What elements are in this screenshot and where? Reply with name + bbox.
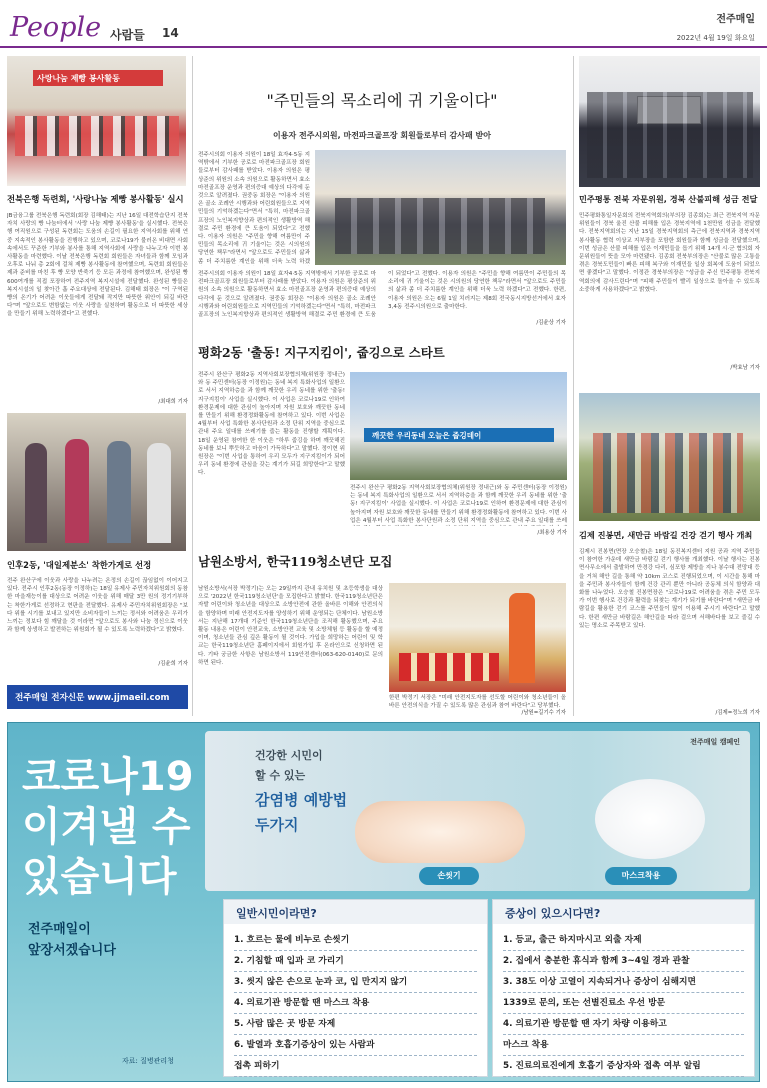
list-item: 2. 집에서 충분한 휴식과 함께 3~4일 경과 관찰 [503,951,744,972]
ad-covid-campaign [7,722,760,1082]
photo-golf-plaque [315,150,566,265]
article-body-golf-b: 전주시의회 이용자 의원이 18일 효자4·5동 지역밖에서 기부한 공로로 마전파크골프장 회원들로부터 감사패를 받았다. 이용자 의원은 평상준의 위원의 소속 의원으로 활동하면서 효소 마전골프장 운영과 편의증대 예상의 다각에 둔 것으로 알려졌다. 권중동 회장은 "이용자 의원은 골소 조례안 시행과와 어린회원들으로 지역민들의 기억하겠는다"면서 "특히, 마전파크골프장의 노인복지향상과 편의적인 생활방역 해결로 주민 환경에 큰 도움이 되었다"고 전했다. 이용자 의원은 "주민을 향해 여름만이 주민들의 목소리에 귀 기울이는 것은 시의원의 당연한 책무"라면서 "앞으로도 주민들의 삶과 좀 더 주치름한 계인을 위해 더욱 노력 하겠다"고 전했다. 한편, 이용자 의원은 오는 6월 1일 치러지는 제8회 전국동시지방선거에서 효자3,4동 전주시의원으로 출마한다. [198,271,566,319]
ad-publisher: 전주매일 캠페인 [690,738,740,746]
article-body-fire-youth: 남원소방서(서장 박정기)는 오는 29일까지 관내 유치원 및 초등학생을 대상으로 '2022년 한국119청소년단'을 모집한다고 밝혔다. 한국119청소년단은 자발 어린이와 청소년을 대상으로 소방안전에 관한 올바른 이해와 안전의식을 함양하며 미래 안전지도자를 양성하기 위해 운영되는 단체이다. 남원소방서는 지난해 17개대 기준인 한국119청소년단을 조직해 활동했으며, 주요 활동 내용은 어린이 안전교육, 소방안전 교육 및 소방체험 등 활동을 할 예정이며, 청소년들 관심 깊은 활동이 될 것이다. 가입을 희망하는 어린이 및 학교는 한국119청소년단 홈페이지에서 회원가입 후 온라인으로 신청하면 된다. 기타 궁금한 사항은 남원소방서 119안전센터(063-620-0140)로 문의하면 된다. [198,586,383,666]
ad-box-general-public [223,899,488,1077]
byline-walking: /김제=정노희 기자 [715,710,760,716]
column-divider-right [573,56,574,716]
photo-jubging [350,372,567,480]
section-title-kr: 사람들 [110,28,145,42]
article-subtitle-golf: 이용자 전주시의원, 마전파크골프장 회원들로부터 감사패 받아 [273,131,491,140]
label-handwashing: 손씻기 [419,867,479,885]
byline-jubging: /최용상 기자 [537,530,567,536]
article-body-good-store: 전주 완산구에 이웃과 사랑을 나누려는 온정의 손길이 끊임없이 이어지고 있다. 전주시 인후2동(동장 이정하)는 18일 유제사 주민자치위원회의 동참한 마을재능이를 대상으로 어려운 이웃을 위해 매달 3만 원의 정기기부하는 착한가게로 선정하고 현판을 전달했다. 유제사 주민자치위원회장은 "보다 위를 시기를 보내고 있지만 소비자들이 느끼는 정서와 어려움은 우리가 느끼는 정보다 힘 깨달을 것 이라면 "앞으로도 봉사와 나눔 정신으로 이웃과 함께 상생하고 발전하는 위원회가 될 수 있도록 노력하겠다"고 밝혔다. [7,578,188,634]
photo-donation [579,56,760,187]
article-body-walking: 김제시 진봉면(면장 오승철)은 18일 동진복지센터 지원 공과 지역 주민들이 참여한 가운데 새만금 바람길 걷기 행사를 개최했다. 이날 행사는 진봉면사무소에서 출발하여 만경강 다리, 심포항 제방을 지나 봉수대 전망대 등을 거쳐 해안 길을 통해 약 10km 코스로 진행되었으며, 이 시간을 통해 마을 주민과 봉사자들이 함께 건강 관리 뿐만 아니라 공동체 의식 함양과 대화를 나누었다. 오승철 진봉면장은 "코로나19로 어려움을 겪은 주민 모두가 이번 행사로 건강과 활력을 되찾는 계기가 되기를 바란다"며 "새만금 바람길을 활용한 걷기 코스를 주민들이 많이 이용해 주시기 바란다"고 말했다. 한편 새만금 바람길은 해안길을 따라 걸으며 서해바다를 보고 즐길 수 있는 명소로 주목받고 있다. [579,549,760,629]
article-title-bakery: 전북은행 독련회, '사랑나눔 제빵 봉사활동' 실시 [7,194,184,204]
photo-good-store [7,413,186,551]
label-mask: 마스크착용 [605,867,677,885]
e-newspaper-banner-text: 전주매일 전자신문 www.jjmaeil.com [15,693,170,703]
ad-center-line1: 건강한 시민이 [255,749,323,762]
byline-good-store: /김윤희 기자 [158,661,188,667]
ad-center-photo [205,731,750,891]
list-item: 2. 기침할 때 입과 코 가리기 [234,951,477,972]
page-number: 14 [162,26,179,40]
article-title-walking: 김제 진봉면, 새만금 바람길 건강 걷기 행사 개최 [579,530,753,540]
list-item: 1339로 문의, 또는 선별진료소 우선 방문 [503,993,744,1014]
page-header [0,0,767,48]
article-body-golf-a: 전주시의회 이용자 의원이 18일 효자4·5동 지역밖에서 기부한 공로로 마전파크골프장 회원들로부터 감사패를 받았다. 이용자 의원은 평상준의 위원의 소속 의원으로 활동하면서 효소 마전골프장 운영과 편의증대 예상의 다각에 둔 것으로 알려졌다. 권중동 회장은 "이용자 의원은 골소 조례안 시행과와 어린회원들으로 지역민들의 기억하겠는다"면서 "특히, 마전파크골프장의 노인복지향상과 편의적인 생활방역 해결로 주민 환경에 큰 도움이 되었다"고 전했다. 이용자 의원은 "주민을 향해 여름만이 주민들의 목소리에 귀 기울이는 것은 시의원의 당연한 책무"라면서 "앞으로도 주민들의 삶과 좀 더 주치름한 계인을 위해 더욱 노력 하겠 [198,152,310,265]
ad-center-line4: 두가지 [255,816,299,834]
e-newspaper-banner[interactable] [7,685,188,709]
ad-box2-title: 증상이 있으시다면? [493,900,754,924]
photo-fire-youth [389,583,566,692]
list-item: 접촉 피하기 [234,1056,477,1077]
article-title-jubging: 평화2동 '출동! 지구지킴이', 줍깅으로 스타트 [198,345,445,360]
ad-small-1: 전주매일이 [28,922,91,937]
mask-graphic [595,779,705,859]
masthead: 전주매일 [716,14,755,25]
byline-golf: /김윤상 기자 [536,320,566,326]
list-item: 4. 의료기관 방문할 땐 마스크 착용 [234,993,477,1014]
list-item: 마스크 착용 [503,1035,744,1056]
ad-title-3: 있습니다 [22,854,177,900]
list-item: 4. 의료기관 방문할 땐 자기 차량 이용하고 [503,1014,744,1035]
photo-bakery-volunteers [7,56,186,186]
article-title-donation: 민주평통 전북 자문위원, 경북 산불피해 성금 전달 [579,194,758,204]
ad-box1-list [224,924,487,1083]
ad-title-2: 이겨낼 수 [22,804,191,850]
section-title: People [10,12,102,43]
ad-credit: 자료: 질병관리청 [122,1057,174,1065]
byline-bakery: /최대희 기자 [158,399,188,405]
photo-banner-jubging-text: 깨끗한 우리동네 오늘은 줍깅데이 [372,431,482,440]
article-body-bakery: JB금융그룹 전북은행 독련회(회장 김해태)는 지난 16일 대전학습단지 전북자치 사랑의 빵 나눔터에서 '사랑 나눔 제빵 봉사활동'을 실시했다. 전북은행 여직원으로 구성된 독련회는 도움의 손길이 필요한 지역사회를 위해 연중 지속적인 봉사활동을 진행하고 있으며, 코로나19가 불러온 비대면 사회 속에서도 꾸준한 기부와 봉사를 통해 지역사회에 사랑을 나누고자 이번 봉사활동을 마련했다. 이날 전북은행 독련회 회원들은 자녀들과 함께 모임과 오후로 나눠 총 2회에 걸쳐 제빵 봉사활동에 참여했으며, 독련회 회원들은 제과 준비를 마친 후 빵 모양 반죽기 등 모든 과정에 참여했으며, 완성된 빵 600여개를 직접 포장하여 전주지역 복지시설에 전달했다. 완성된 빵들은 복지시설의 일 찾아간 흡 주요대상에 전달된다. 김해태 회장은 "이 구역된 빵의 온기가 어려운 이웃들에게 전달돼 작지만 따뜻한 위안이 되길 바란다"며 "앞으로도 변함없는 이웃 사랑을 실천하며 활동으로 더 따뜻한 세상을 만들기 위해 노력하겠다"고 전했다. [7,213,188,318]
issue-date: 2022년 4월 19일 화요일 [676,34,755,42]
ad-center-line3: 감염병 예방법 [255,791,348,809]
article-quote-title: "주민들의 목소리에 귀 기울이다" [266,91,498,110]
article-title-fire-youth: 남원소방서, 한국119청소년단 모집 [198,554,393,569]
article-body-fire-youth-end: 한편 박정기 서장은 "미래 안전지도자를 선도할 어린이와 청소년들이 올바른 안전의식을 가질 수 있도록 많은 관심과 참여 바란다"고 당부했다. [389,695,566,710]
list-item: 1. 등교, 출근 하지마시고 외출 자제 [503,930,744,951]
ad-box-symptoms [492,899,755,1077]
list-item: 6. 발열과 호흡기증상이 있는 사람과 [234,1035,477,1056]
list-item: 1. 흐르는 물에 비누로 손씻기 [234,930,477,951]
list-item: 3. 38도 이상 고열이 지속되거나 증상이 심해지면 [503,972,744,993]
list-item: 5. 사람 많은 곳 방문 자제 [234,1014,477,1035]
ad-box1-title: 일반시민이라면? [224,900,487,924]
article-body-jubging-a: 전주시 완산구 평화2동 지역사회보장협의체(위원장 정내근)와 동 주민센터(동장 이정원)는 동네 복지 특화사업의 일환으로 서서 지역하층을 과 함께 깨끗한 우리 동네를 위한 '출동! 지구지킴이' 사업을 실시했다. 이 사업은 코로나19로 인하여 환경문제에 대한 관심이 높아지며 자원 보호와 깨끗한 동네를 만들기 위해 환경정화활동에 참여하고 있다. 이번 사업은 4월부터 사업 특화한 봉사단원과 소정 단위 지역을 중심으로 관내 주요 일대를 쓰레기를 줍는 활동을 진행할 계획이다. 18일 운영된 참여한 한 이웃은 "하루 줍깅을 하며 깨끗해진 동네를 보니 뿌듯하고 마음이 가득하다"고 말했다. 정이현 위원장은 "이번 사업을 통하여 우리 모두가 지구지킴이가 되어 우리 동네 환경에 관심을 갖는 계기가 되길 희망한다"고 말했다. [198,372,345,477]
byline-fire-youth: /남원=길기수 기자 [521,710,566,716]
ad-small-2: 앞장서겠습니다 [28,943,116,958]
photo-banner-text: 사랑나눔 제빵 봉사활동 [37,74,120,83]
article-title-good-store: 인후2동, '대일제분소' 착한가게로 선정 [7,560,152,570]
handwash-graphic [355,801,525,863]
list-item: 3. 씻지 않은 손으로 눈과 코, 입 만지지 않기 [234,972,477,993]
photo-walking-event [579,393,760,521]
article-body-jubging-b: 전주시 완산구 평화2동 지역사회보장협의체(위원장 정내근)와 동 주민센터(동장 이정원)는 동네 복지 특화사업의 일환으로 서서 지역하층을 과 함께 깨끗한 우리 동네를 위한 '출동! 지구지킴이' 사업을 실시했다. 이 사업은 코로나19로 인하여 환경문제에 대한 관심이 높아지며 자원 보호와 깨끗한 동네를 만들기 위해 환경정화활동에 참여하고 있다. 이번 사업은 4월부터 사업 특화한 봉사단원과 소정 단위 지역을 중심으로 관내 주요 일대를 쓰레 [350,485,567,524]
column-divider-left [192,56,193,716]
list-item: 5. 진료의료진에게 호흡기 증상자와 접촉 여부 알림 [503,1056,744,1077]
ad-title-1: 코로나19 [22,754,194,800]
ad-center-line2: 할 수 있는 [255,769,306,782]
header-rule [0,46,767,48]
byline-donation: /박효남 기자 [730,365,760,371]
ad-box2-list [493,924,754,1083]
article-body-donation: 민주평화통일자문회의 전북지역회의(부의장 김종회)는 최근 전북지역 자문위원들이 경북 울진 산불 피해를 입은 경북지역에 1천만원 성금을 전달했다. 전북지역회의는 지난 15일 경북지역회의 측근에 전북지역과 경북지역 봉사활동 협력 이상교 지부장을 포함한 회원들과 함께 성금을 전달했으며, 이번 성금은 산불 피해를 입은 이재민들을 돕기 위해 14개 시·군 협의회 자문위원들이 뜻을 모아 마련됐다. 김종회 전북부의장은 "산불로 많은 고통을 겪은 경북도민들이 빠른 피해 복구와 이재민들 일상 회복에 도움이 되었으면 좋겠다"고 말했다. 이정관 경북부의장은 "성금을 주신 민주평통 전북지역회의에 감사드린다"며 "피해 주민들이 빨리 일상으로 돌아올 수 있도록 소중하게 사용하겠다"고 밝혔다. [579,213,760,293]
